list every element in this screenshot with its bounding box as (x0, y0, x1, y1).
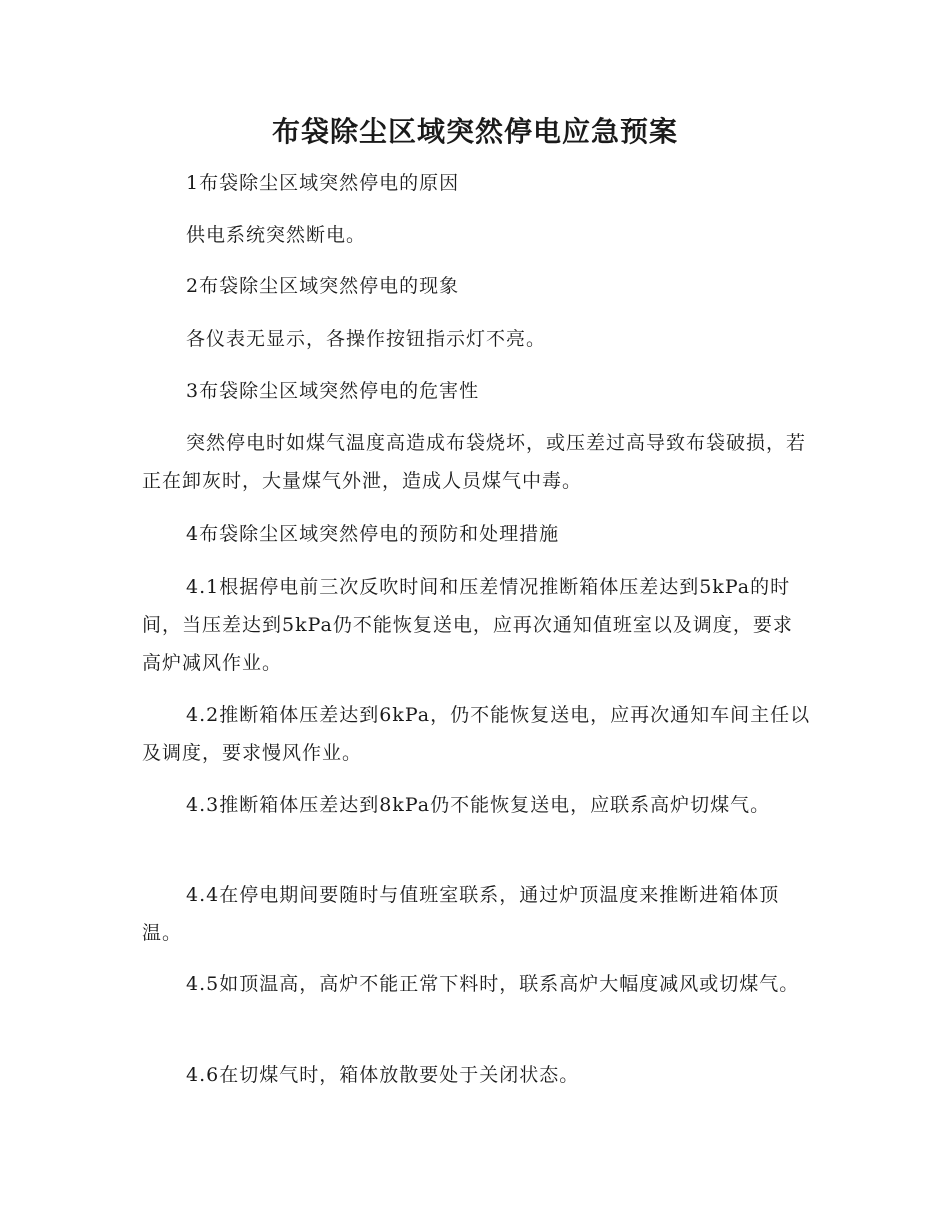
paragraph: 4.4在停电期间要随时与值班室联系，通过炉顶温度来推断进箱体顶温。 (142, 884, 780, 944)
paragraph: 4.6在切煤气时，箱体放散要处于关闭状态。 (186, 1064, 580, 1086)
section-heading-3: 3布袋除尘区域突然停电的危害性 (186, 380, 480, 402)
section-heading-2: 2布袋除尘区域突然停电的现象 (186, 275, 460, 297)
section-heading-4: 4布袋除尘区域突然停电的预防和处理措施 (186, 523, 560, 545)
paragraph: 突然停电时如煤气温度高造成布袋烧坏，或压差过高导致布袋破损，若正在卸灰时，大量煤气外泄，造成人员煤气中毒。 (142, 432, 807, 492)
paragraph: 供电系统突然断电。 (186, 224, 367, 246)
paragraph: 4.1根据停电前三次反吹时间和压差情况推断箱体压差达到5kPa的时间，当压差达到5kPa仍不能恢复送电，应再次通知值班室以及调度，要求高炉减风作业。 (142, 576, 793, 674)
document-title: 布袋除尘区域突然停电应急预案 (271, 115, 678, 148)
section-heading-1: 1布袋除尘区域突然停电的原因 (186, 172, 460, 194)
paragraph: 4.2推断箱体压差达到6kPa，仍不能恢复送电，应再次通知车间主任以及调度，要求慢风作业。 (142, 704, 811, 764)
paragraph: 4.3推断箱体压差达到8kPa仍不能恢复送电，应联系高炉切煤气。 (186, 794, 771, 816)
paragraph: 4.5如顶温高，高炉不能正常下料时，联系高炉大幅度减风或切煤气。 (186, 973, 800, 995)
paragraph: 各仪表无显示，各操作按钮指示灯不亮。 (186, 328, 547, 350)
